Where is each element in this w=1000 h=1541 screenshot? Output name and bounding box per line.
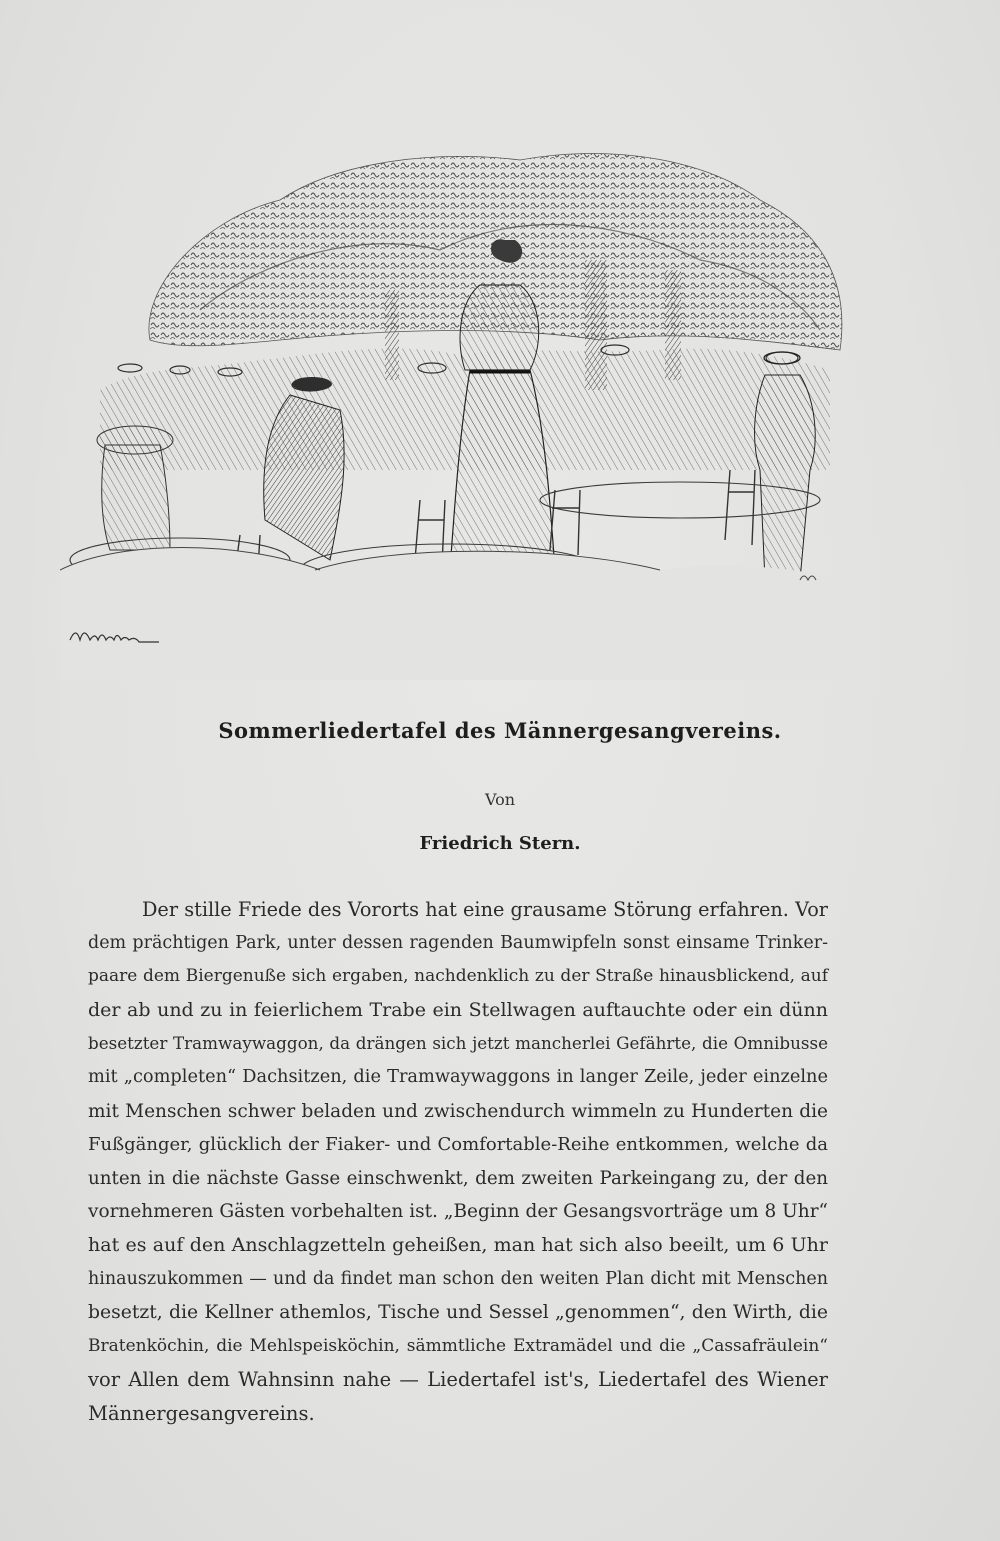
text-line: der ab und zu in feierlichem Trabe ein Stellwagen auftauchte oder ein dünn (88, 998, 828, 1021)
standing-man-right (755, 352, 816, 580)
text-line: vornehmeren Gästen vorbehalten ist. „Beginn der Gesangsvorträge um 8 Uhr“ (88, 1201, 828, 1223)
text-line: Der stille Friede des Vororts hat eine grausame Störung erfahren. Vor (142, 898, 828, 921)
article-title: Sommerliedertafel des Männergesangvereins. (218, 718, 782, 743)
text-line: besetzter Tramwaywaggon, da drängen sich jetzt mancherlei Gefährte, die Omnibusse (88, 1033, 828, 1054)
text-line: dem prächtigen Park, unter dessen ragenden Baumwipfeln sonst einsame Trinker- (88, 932, 828, 953)
text-line: mit Menschen schwer beladen und zwischendurch wimmeln zu Hunderten die (88, 1100, 828, 1122)
text-line: unten in die nächste Gasse einschwenkt, dem zweiten Parkeingang zu, der den (88, 1167, 828, 1189)
text-line: paare dem Biergenuße sich ergaben, nachdenklich zu der Straße hinausblickend, auf (88, 966, 828, 987)
garden-concert-illustration (60, 140, 850, 680)
text-line: hinauszukommen — und da findet man schon den weiten Plan dicht mit Menschen (88, 1268, 828, 1289)
text-line: mit „completen“ Dachsitzen, die Tramwaywaggons in langer Zeile, jeder einzelne (88, 1066, 828, 1087)
engraving-garden-concert-illustration (60, 140, 850, 680)
text-line: besetzt, die Kellner athemlos, Tische und Sessel „genommen“, den Wirth, die (88, 1302, 828, 1324)
text-line: hat es auf den Anschlagzetteln geheißen, man hat sich also beeilt, um 6 Uhr (88, 1233, 828, 1256)
text-line: Männergesangvereins. (88, 1401, 315, 1425)
text-line: Bratenköchin, die Mehlspeisköchin, sämmtliche Extramädel und die „Cassafräulein“ (88, 1335, 828, 1356)
byline-von: Von (484, 790, 516, 809)
text-line: Fußgänger, glücklich der Fiaker- und Comfortable-Reihe entkommen, welche da (88, 1134, 828, 1156)
author-name: Friedrich Stern. (419, 833, 581, 854)
text-line: vor Allen dem Wahnsinn nahe — Liedertafel ist's, Liedertafel des Wiener (88, 1368, 828, 1392)
seated-woman-left (97, 426, 173, 550)
body-paragraph (88, 893, 828, 1431)
